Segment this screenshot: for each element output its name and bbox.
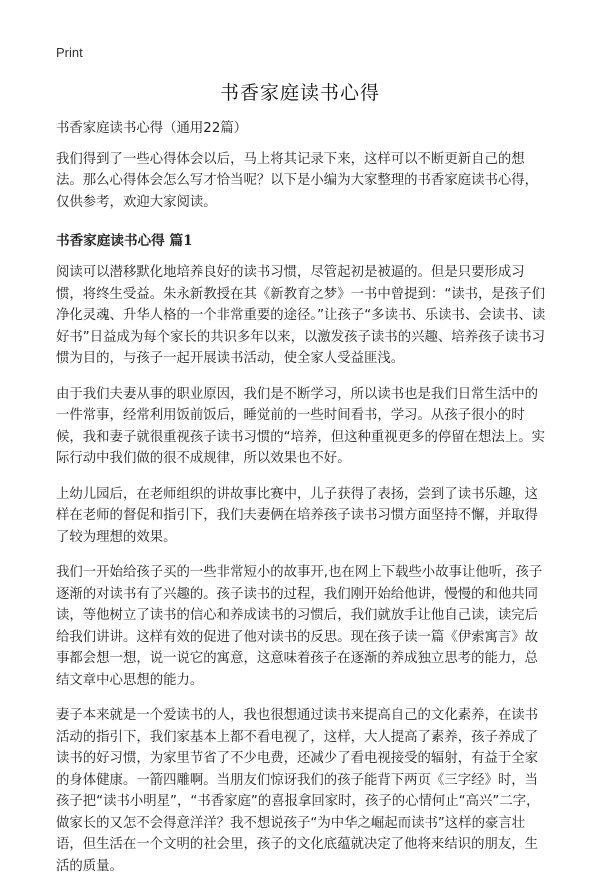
print-link[interactable]: Print: [56, 45, 83, 60]
body-paragraph-2: 由于我们夫妻从事的职业原因，我们是不断学习，所以读书也是我们日常生活中的一件常事，经常利用饭前饭后，睡觉前的一些时间看书，学习。从孩子很小的时候，我和妻子就很重视孩子读书习惯的“培养，但这种重视更多的停留在想法上。实际行动中我们做的很不成规律，所以效果也不好。: [56, 386, 545, 466]
section-heading: 书香家庭读书心得 篇1: [56, 233, 193, 249]
page-title: 书香家庭读书心得: [219, 82, 380, 104]
intro-paragraph: 我们得到了一些心得体会以后，马上将其记录下来，这样可以不断更新自己的想法。那么心得体会怎么写才恰当呢？以下是小编为大家整理的书香家庭读书心得，仅供参考，欢迎大家阅读。: [56, 151, 539, 210]
body-paragraph-3: 上幼儿园后，在老师组织的讲故事比赛中，儿子获得了表扬，尝到了读书乐趣，这样在老师的督促和指引下，我们夫妻俩在培养孩子读书习惯方面坚持不懈，并取得了较为理想的效果。: [56, 486, 539, 545]
body-paragraph-1: 阅读可以潜移默化地培养良好的读书习惯，尽管起初是被逼的。但是只要形成习惯，将终生受益。朱永新教授在其《新教育之梦》一书中曾提到：“读书，是孩子们净化灵魂、升华人格的一个非常重要的途径。”让孩子“多读书、乐读书、会读书、读好书”日益成为每个家长的共识多年以来，以激发孩子读书的兴趣、培养孩子读书习惯为目的，与孩子一起开展读书活动，使全家人受益匪浅。: [56, 265, 546, 366]
document-body: [56, 118, 548, 891]
body-paragraph-4: 我们一开始给孩子买的一些非常短小的故事开,也在网上下载些小故事让他听，孩子逐渐的对读书有了兴趣的。孩子读书的过程，我们刚开始给他讲，慢慢的和他共同读，等他树立了读书的信心和养成读书的习惯后，我们就放手让他自己读，读完后给我们讲讲。这样有效的促进了他对读书的反思。现在孩子读一篇《伊索寓言》故事都会想一想，说一说它的寓意，这意味着孩子在逐渐的养成独立思考的能力，总结文章中心思想的能力。: [56, 565, 543, 688]
document-subtitle: 书香家庭读书心得（通用22篇）: [56, 121, 248, 136]
body-paragraph-5: 妻子本来就是一个爱读书的人，我也很想通过读书来提高自己的文化素养，在读书活动的指引下，我们家基本上都不看电视了，这样，大人提高了素养，孩子养成了读书的好习惯，为家里节省了不少电费，还减少了看电视接受的辐射，有益于全家的身体健康。一箭四雕啊。当朋友们惊讶我们的孩子能背下两页《三字经》时，当孩子把“读书小明星”，“书香家庭”的喜报拿回家时，孩子的心情何止“高兴”二字，做家长的又怎不会得意洋洋？我不想说孩子“为中华之崛起而读书”这样的豪言壮语，但生活在一个文明的社会里，孩子的文化底蕴就决定了他将来结识的朋友，生活的质量。: [56, 708, 540, 874]
